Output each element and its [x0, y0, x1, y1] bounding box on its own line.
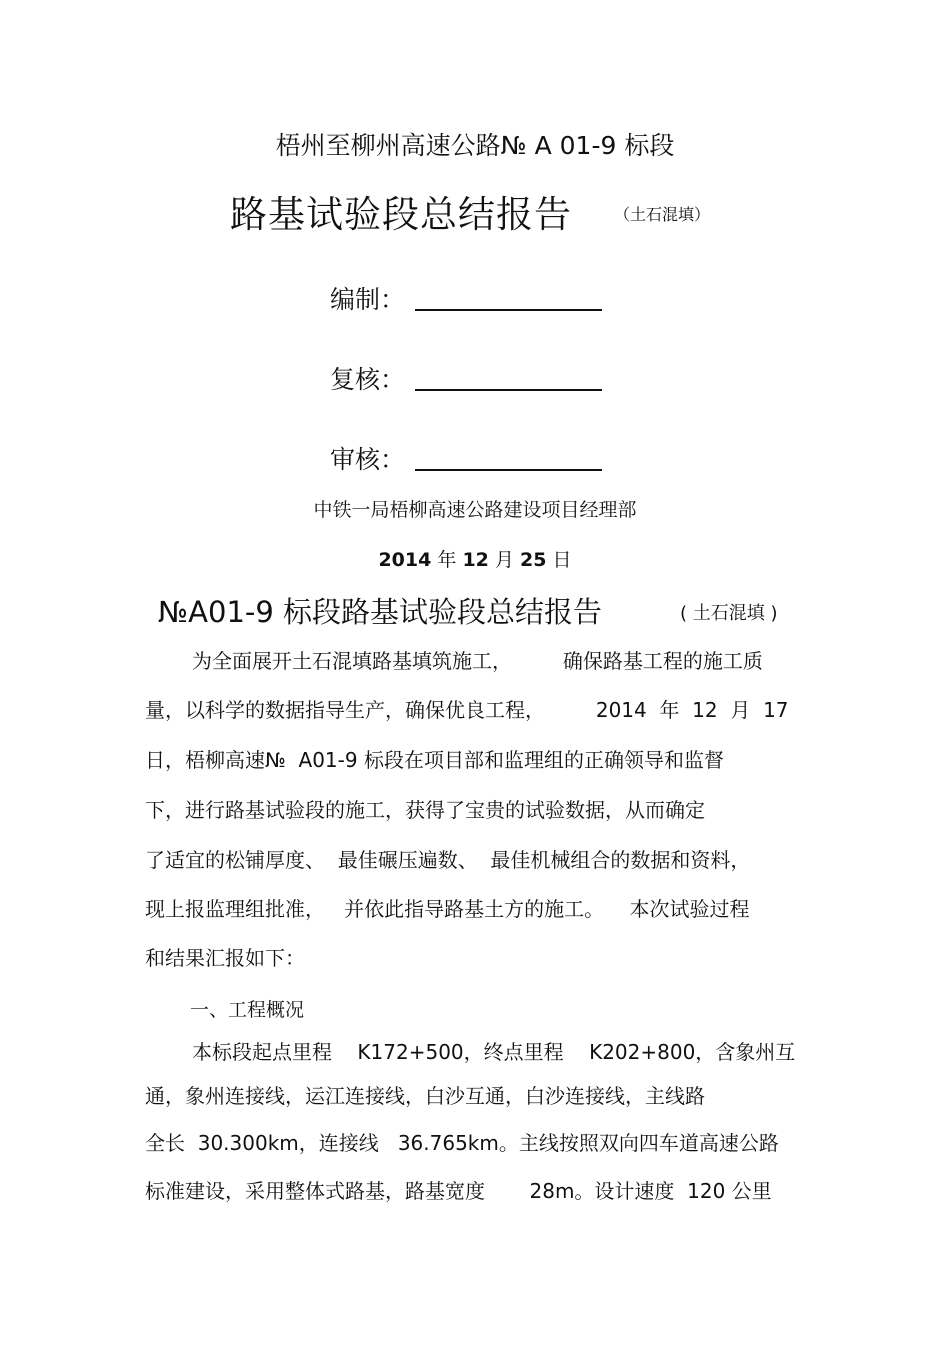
date-year-unit: 年 — [437, 549, 457, 571]
intro-line-6: 现上报监理组批准， 并依此指导路基土方的施工。 本次试验过程 — [145, 897, 750, 921]
approver-label: 审核： — [330, 445, 406, 474]
date-day-unit: 日 — [552, 549, 572, 571]
organization-name: 中铁一局梧柳高速公路建设项目经理部 — [313, 499, 637, 521]
section1-line-3: 全长 30.300km，连接线 36.765km。主线按照双向四车道高速公路 — [145, 1131, 779, 1155]
report-title: №A01-9 标段路基试验段总结报告 — [158, 595, 603, 629]
report-date — [0, 545, 950, 572]
intro-line-2: 量，以科学的数据指导生产，确保优良工程， 2014 年 12 月 17 — [145, 698, 789, 722]
intro-line-4: 下，进行路基试验段的施工，获得了宝贵的试验数据，从而确定 — [145, 798, 705, 822]
approver-signature-line — [415, 469, 602, 471]
intro-line-1: 为全面展开土石混填路基填筑施工， 确保路基工程的施工质 — [192, 649, 763, 673]
cover-title-line2: 路基试验段总结报告 — [230, 193, 572, 236]
compiler-signature-line — [415, 309, 602, 311]
date-day: 25 — [520, 549, 547, 571]
section1-line-1: 本标段起点里程 K172+500，终点里程 K202+800，含象州互 — [192, 1040, 796, 1064]
date-year: 2014 — [378, 549, 432, 571]
intro-line-5: 了适宜的松铺厚度、 最佳碾压遍数、 最佳机械组合的数据和资料， — [145, 848, 751, 872]
compiler-label: 编制： — [330, 285, 406, 314]
intro-line-7: 和结果汇报如下： — [145, 946, 305, 970]
date-month-unit: 月 — [494, 549, 514, 571]
report-title-note: ( 土石混填 ) — [680, 603, 778, 624]
reviewer-label: 复核： — [330, 365, 406, 394]
section1-line-4: 标准建设，采用整体式路基，路基宽度 28m。设计速度 120 公里 — [145, 1179, 772, 1203]
intro-line-3: 日，梧柳高速№ A01-9 标段在项目部和监理组的正确领导和监督 — [145, 748, 724, 772]
section1-line-2: 通，象州连接线，运江连接线，白沙互通，白沙连接线，主线路 — [145, 1084, 705, 1108]
section1-heading: 一、工程概况 — [190, 999, 305, 1021]
reviewer-signature-line — [415, 389, 602, 391]
date-month: 12 — [462, 549, 489, 571]
cover-title-note: （土石混填） — [614, 205, 711, 224]
cover-title-line1: 梧州至柳州高速公路№ A 01-9 标段 — [275, 131, 675, 160]
